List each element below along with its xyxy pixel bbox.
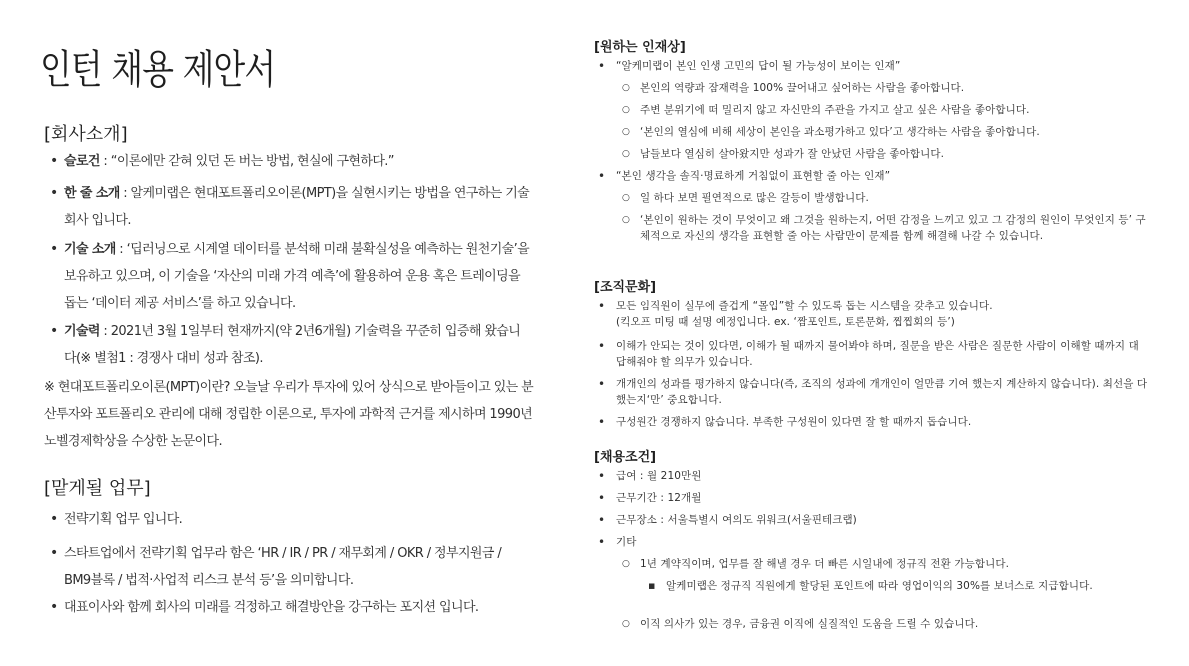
list-item: ▪ 알케미랩은 정규직 직원에게 할당된 포인트에 따라 영업이익의 30%를 보너스로 지급합니다.	[648, 578, 1148, 594]
list-item: ○ 주변 분위기에 떠 밀리지 않고 자신만의 주관을 가지고 살고 싶은 사람을 좋아합니다.	[622, 102, 1152, 118]
item-text: : 알케미랩은 현대포트폴리오이론(MPT)을 실현시키는 방법을 연구하는 기술회사 입니다.	[64, 186, 530, 228]
item-text: : “이론에만 갇혀 있던 돈 버는 방법, 현실에 구현하다.”	[99, 154, 394, 169]
list-item: • 스타트업에서 전략기획 업무라 함은 ‘HR / IR / PR / 재무회계 / OKR / 정부지원금 / BM9블록 / 법적·사업적 리스크 분석 등’을 의미합니다.	[50, 540, 530, 594]
list-item: ○ 일 하다 보면 필연적으로 많은 갈등이 발생합니다.	[622, 190, 1152, 206]
section-heading-culture: [조직문화]	[594, 280, 657, 295]
item-label: 기술력	[64, 324, 100, 339]
list-item: • 급여 : 월 210만원	[598, 468, 1148, 484]
section-heading-conditions: [채용조건]	[594, 450, 657, 465]
list-item: ○ 남들보다 열심히 살아왔지만 성과가 잘 안났던 사람을 좋아합니다.	[622, 146, 1152, 162]
list-item: ○ 본인의 역량과 잠재력을 100% 끌어내고 싶어하는 사람을 좋아합니다.	[622, 80, 1152, 96]
list-item-slogan	[50, 148, 530, 175]
list-item: ○ 이직 의사가 있는 경우, 금융권 이직에 실질적인 도움을 드릴 수 있습니다.	[622, 616, 1152, 632]
list-item-tech-intro	[50, 236, 530, 317]
list-item: • 개개인의 성과를 평가하지 않습니다(즉, 조직의 성과에 개개인이 얼만큼 기여 했는지 계산하지 않습니다). 최선을 다했는지‘만’ 중요합니다.	[598, 376, 1148, 408]
section-heading-duties: [맡게될 업무]	[44, 478, 151, 499]
item-label: 슬로건	[64, 154, 100, 169]
mpt-note: ※ 현대포트폴리오이론(MPT)이란? 오늘날 우리가 투자에 있어 상식으로 받아들이고 있는 분산투자와 포트폴리오 관리에 대해 정립한 이론으로, 투자에 과학적 근거를 제시하며 1990년 노벨경제학상을 수상한 논문이다.	[44, 380, 534, 449]
list-item: • 기타	[598, 534, 1148, 550]
list-item: ○ 1년 계약직이며, 업무를 잘 해낼 경우 더 빠른 시일내에 정규직 전환 가능합니다.	[622, 556, 1152, 572]
section-heading-talent: [원하는 인재상]	[594, 40, 686, 55]
list-item-one-line-intro	[50, 180, 530, 234]
item-text: : 2021년 3월 1일부터 현재까지(약 2년6개월) 기술력을 꾸준히 입증해 왔습니다(※ 별첨1 : 경쟁사 대비 성과 참조).	[64, 324, 521, 366]
section-heading-company: [회사소개]	[44, 124, 128, 145]
list-item: • 모든 임직원이 실무에 즐겁게 “몰입”할 수 있도록 돕는 시스템을 갖추고 있습니다. (킥오프 미팅 때 설명 예정입니다. ex. ‘짬포인트, 토론문화, 찝찝회의 등’)	[598, 298, 1148, 330]
item-label: 한 줄 소개	[64, 186, 120, 201]
list-item: • “본인 생각을 솔직·명료하게 거침없이 표현할 줄 아는 인재”	[598, 168, 1148, 184]
list-item: ○ ‘본인이 원하는 것이 무엇이고 왜 그것을 원하는지, 어떤 감정을 느끼고 있고 그 감정의 원인이 무엇인지 등’ 구체적으로 자신의 생각을 표현할 줄 아는 사람만이 문제를 함께 해결해 나갈 수 있습니다.	[622, 212, 1152, 244]
list-item: ○ ‘본인의 열심에 비해 세상이 본인을 과소평가하고 있다’고 생각하는 사람을 좋아합니다.	[622, 124, 1152, 140]
page-title: 인턴 채용 제안서	[40, 47, 276, 93]
list-item: • 대표이사와 함께 회사의 미래를 걱정하고 해결방안을 강구하는 포지션 입니다.	[50, 594, 530, 621]
item-label: 기술 소개	[64, 242, 116, 257]
list-item: • 전략기획 업무 입니다.	[50, 506, 530, 533]
item-text: : ‘딥러닝으로 시계열 데이터를 분석해 미래 불확실성을 예측하는 원천기술’을 보유하고 있으며, 이 기술을 ‘자산의 미래 가격 예측’에 활용하여 운용 혹은 트레이딩을 돕는 ‘데이터 제공 서비스’를 하고 있습니다.	[64, 242, 530, 311]
list-item: • 구성원간 경쟁하지 않습니다. 부족한 구성원이 있다면 잘 할 때까지 돕습니다.	[598, 414, 1148, 430]
list-item-tech-power	[50, 318, 530, 372]
list-item: • 이해가 안되는 것이 있다면, 이해가 될 때까지 물어봐야 하며, 질문을 받은 사람은 질문한 사람이 이해할 때까지 대답해줘야 할 의무가 있습니다.	[598, 338, 1148, 370]
list-item: • 근무기간 : 12개월	[598, 490, 1148, 506]
list-item: • 근무장소 : 서울특별시 여의도 위워크(서울핀테크랩)	[598, 512, 1148, 528]
list-item: • “알케미랩이 본인 인생 고민의 답이 될 가능성이 보이는 인재”	[598, 58, 1148, 74]
